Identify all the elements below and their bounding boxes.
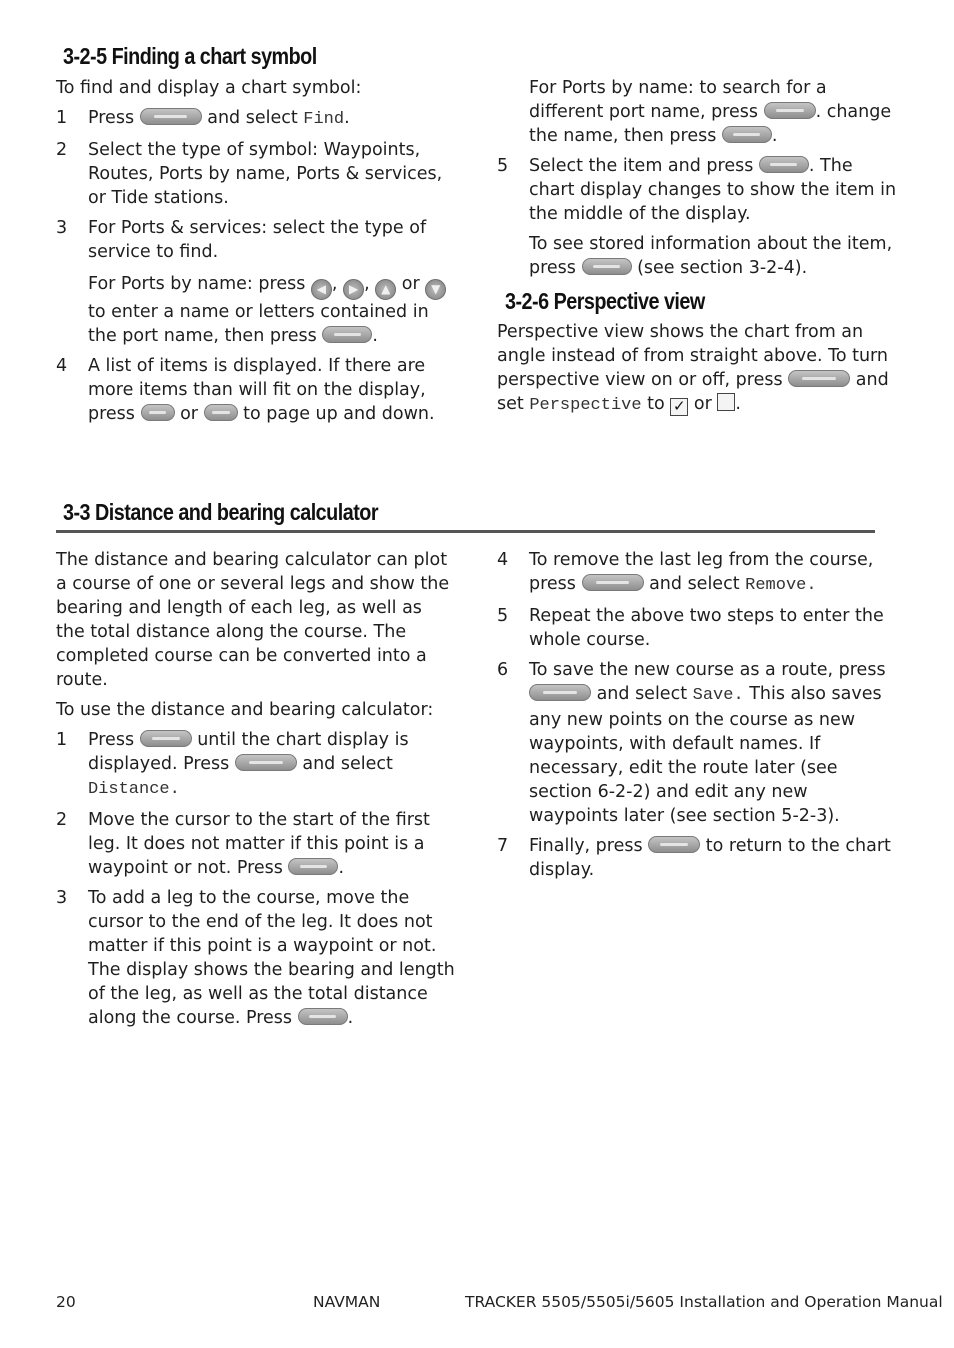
list-item bbox=[56, 106, 456, 132]
list-item bbox=[56, 216, 456, 264]
step-number: 3 bbox=[56, 888, 68, 908]
menu-option-perspective: Perspective bbox=[529, 396, 642, 415]
footer-brand: NAVMAN bbox=[313, 1293, 381, 1311]
esc-key-icon bbox=[764, 102, 816, 119]
section-3-3-left bbox=[56, 548, 456, 1030]
checked-box-icon: ✓ bbox=[670, 398, 688, 416]
up-arrow-icon: ▲ bbox=[375, 279, 396, 300]
punctuation: . bbox=[347, 1008, 354, 1028]
menu-key-icon bbox=[140, 108, 202, 125]
step-text: Press bbox=[88, 730, 135, 750]
menu-option-save: Save. bbox=[692, 686, 744, 705]
step-text: Move the cursor to the start of the first leg. It does not matter if this point is a waypoint or not. Press bbox=[88, 810, 430, 878]
step-text: to enter a name or letters contained in the port name, then press bbox=[88, 302, 429, 346]
step-text: For Ports & services: select the type of service to find. bbox=[88, 218, 427, 262]
step-text: To save the new course as a route, press bbox=[529, 660, 886, 680]
step-number: 5 bbox=[497, 606, 509, 626]
punctuation: . bbox=[372, 326, 378, 346]
step-text: This also saves any new points on the course as new waypoints, with default names. If necessary, edit the route later (see section 6-2-2) and edit any new waypoints later (see section 5-2-3). bbox=[529, 684, 882, 826]
ent-key-icon bbox=[582, 258, 632, 275]
list-item bbox=[56, 886, 456, 1030]
step-text: For Ports by name: press bbox=[88, 274, 306, 294]
list-subitem bbox=[56, 272, 456, 348]
step-text: and select bbox=[596, 684, 688, 704]
menu-key-icon bbox=[788, 370, 850, 387]
step-text: Select the item and press bbox=[529, 156, 754, 176]
step-text: Finally, press bbox=[529, 836, 643, 856]
step-text: to page up and down. bbox=[243, 404, 435, 424]
menu-key-icon bbox=[582, 574, 644, 591]
step-number: 4 bbox=[497, 550, 509, 570]
list-subitem bbox=[497, 232, 901, 280]
step-text: and select bbox=[649, 574, 740, 594]
step-text: to return to the chart display. bbox=[529, 836, 891, 880]
list-item bbox=[497, 658, 892, 828]
list-item bbox=[497, 548, 892, 598]
step-text: For Ports by name: to search for a different port name, press bbox=[529, 78, 827, 122]
paragraph-text: Perspective view shows the chart from an angle instead of from straight above. To turn perspective view on or off, press bbox=[497, 322, 889, 390]
step-text: (see section 3-2-4). bbox=[637, 258, 808, 278]
step-text: or bbox=[401, 274, 420, 294]
list-item bbox=[497, 604, 892, 652]
step-number: 5 bbox=[497, 156, 509, 176]
step-text: Press bbox=[88, 108, 135, 128]
step-text: . The chart display changes to show the item in the middle of the display. bbox=[529, 156, 897, 224]
paragraph-text: or bbox=[693, 394, 712, 414]
punctuation: , bbox=[364, 274, 370, 294]
right-arrow-icon: ▶ bbox=[343, 279, 364, 300]
ent-key-icon bbox=[288, 858, 338, 875]
menu-option-find: Find bbox=[303, 110, 345, 129]
step-number: 6 bbox=[497, 660, 509, 680]
punctuation: . bbox=[344, 108, 350, 128]
punctuation: . bbox=[771, 126, 778, 146]
list-item bbox=[56, 808, 456, 880]
menu-option-distance: Distance. bbox=[88, 780, 180, 799]
menu-option-remove: Remove. bbox=[745, 576, 817, 595]
zoom-out-key-icon bbox=[204, 404, 238, 421]
step-text: A list of items is displayed. If there are more items than will fit on the display, press bbox=[88, 356, 426, 424]
ent-key-icon bbox=[298, 1008, 348, 1025]
intro-text: To find and display a chart symbol: bbox=[56, 78, 362, 98]
step-number: 2 bbox=[56, 810, 68, 830]
step-text: Select the type of symbol: Waypoints, Routes, Ports by name, Ports & services, or Tide stations. bbox=[88, 140, 443, 208]
step-text: until the chart display is displayed. Press bbox=[88, 730, 409, 774]
step-text: To see stored information about the item, press bbox=[529, 234, 893, 278]
list-item bbox=[56, 728, 456, 802]
esc-key-icon bbox=[140, 730, 192, 747]
step-number: 4 bbox=[56, 356, 68, 376]
punctuation: , bbox=[331, 274, 338, 294]
esc-key-icon bbox=[648, 836, 700, 853]
ent-key-icon bbox=[722, 126, 772, 143]
ent-key-icon bbox=[759, 156, 809, 173]
list-item bbox=[497, 834, 892, 882]
paragraph bbox=[497, 320, 892, 418]
unchecked-box-icon bbox=[717, 393, 735, 411]
list-item bbox=[497, 154, 901, 226]
step-number: 3 bbox=[56, 218, 68, 238]
step-text: To add a leg to the course, move the cursor to the end of the leg. It does not matter if this point is a waypoint or not. The display shows the bearing and length of the leg, as well as the total distance along the course. Press bbox=[88, 888, 455, 1028]
step-number: 1 bbox=[56, 108, 68, 128]
menu-key-icon bbox=[235, 754, 297, 771]
section-3-3-right bbox=[497, 548, 892, 882]
list-item bbox=[56, 354, 456, 426]
step-text: and select bbox=[207, 108, 298, 128]
step-text: . change the name, then press bbox=[529, 102, 892, 146]
list-subitem bbox=[497, 76, 901, 148]
section-divider bbox=[56, 530, 875, 533]
section-3-2-5-body bbox=[56, 76, 456, 426]
footer-manual-title: TRACKER 5505/5505i/5605 Installation and Operation Manual bbox=[465, 1293, 943, 1311]
punctuation: . bbox=[735, 394, 741, 414]
list-item bbox=[56, 138, 456, 210]
step-text: and select bbox=[302, 754, 393, 774]
zoom-in-key-icon bbox=[141, 404, 175, 421]
step-number: 7 bbox=[497, 836, 509, 856]
section-heading-3-3: 3-3 Distance and bearing calculator bbox=[63, 499, 379, 525]
section-heading-3-2-6: 3-2-6 Perspective view bbox=[505, 288, 705, 314]
section-heading-3-2-5: 3-2-5 Finding a chart symbol bbox=[63, 43, 317, 69]
step-text: To remove the last leg from the course, press bbox=[529, 550, 874, 594]
step-text: or bbox=[180, 404, 198, 424]
ent-key-icon bbox=[322, 326, 372, 343]
step-number: 2 bbox=[56, 140, 68, 160]
section-3-2-5-continued bbox=[497, 76, 901, 280]
left-arrow-icon: ◀ bbox=[311, 279, 332, 300]
intro-text: The distance and bearing calculator can plot a course of one or several legs and show the bearing and length of each leg, as well as the total distance along the course. The completed course can be converted into a route. bbox=[56, 550, 450, 690]
paragraph-text: and set bbox=[497, 370, 889, 414]
section-3-2-6-body bbox=[497, 320, 892, 418]
intro-text: To use the distance and bearing calculator: bbox=[56, 700, 434, 720]
menu-key-icon bbox=[529, 684, 591, 701]
page-number: 20 bbox=[56, 1293, 76, 1311]
down-arrow-icon: ▼ bbox=[425, 279, 446, 300]
paragraph-text: to bbox=[647, 394, 665, 414]
punctuation: . bbox=[338, 858, 345, 878]
step-number: 1 bbox=[56, 730, 68, 750]
step-text: Repeat the above two steps to enter the whole course. bbox=[529, 606, 884, 650]
